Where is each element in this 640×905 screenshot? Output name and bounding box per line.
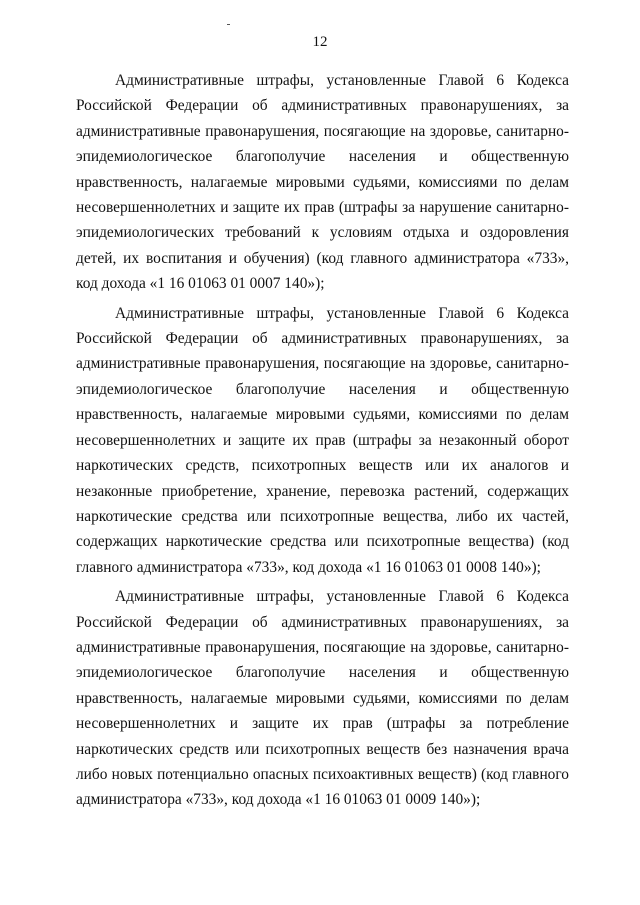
scan-mark [227,24,230,25]
paragraph-fine-narcotics-consumption: Административные штрафы, установленные Главой 6 Кодекса Российской Федерации об административных правонарушениях, за административные правонарушения, посягающие на здоровье, санитарно-эпидемиологическое благополучие населения и общественную нравственность, налагаемые мировыми судьями, комиссиями по делам несовершеннолетних и защите их прав (штрафы за потребление наркотических средств или психотропных веществ без назначения врача либо новых потенциально опасных психоактивных веществ) (код главного администратора «733», код дохода «1 16 01063 01 0009 140»); [76,588,569,809]
page-number: 12 [312,34,328,50]
paragraph-fine-child-rest: Административные штрафы, установленные Главой 6 Кодекса Российской Федерации об административных правонарушениях, за административные правонарушения, посягающие на здоровье, санитарно-эпидемиологическое благополучие населения и общественную нравственность, налагаемые мировыми судьями, комиссиями по делам несовершеннолетних и защите их прав (штрафы за нарушение санитарно-эпидемиологических требований к условиям отдыха и оздоровления детей, их воспитания и обучения) (код главного администратора «733», код дохода «1 16 01063 01 0007 140»); [76,72,569,293]
document-body [76,68,569,817]
paragraph-fine-narcotics-trafficking: Административные штрафы, установленные Главой 6 Кодекса Российской Федерации об административных правонарушениях, за административные правонарушения, посягающие на здоровье, санитарно-эпидемиологическое благополучие населения и общественную нравственность, налагаемые мировыми судьями, комиссиями по делам несовершеннолетних и защите их прав (штрафы за незаконный оборот наркотических средств, психотропных веществ или их аналогов и незаконные приобретение, хранение, перевозка растений, содержащих наркотические средства или психотропные вещества, либо их частей, содержащих наркотические средства или психотропные вещества) (код главного администратора «733», код дохода «1 16 01063 01 0008 140»); [76,304,569,576]
